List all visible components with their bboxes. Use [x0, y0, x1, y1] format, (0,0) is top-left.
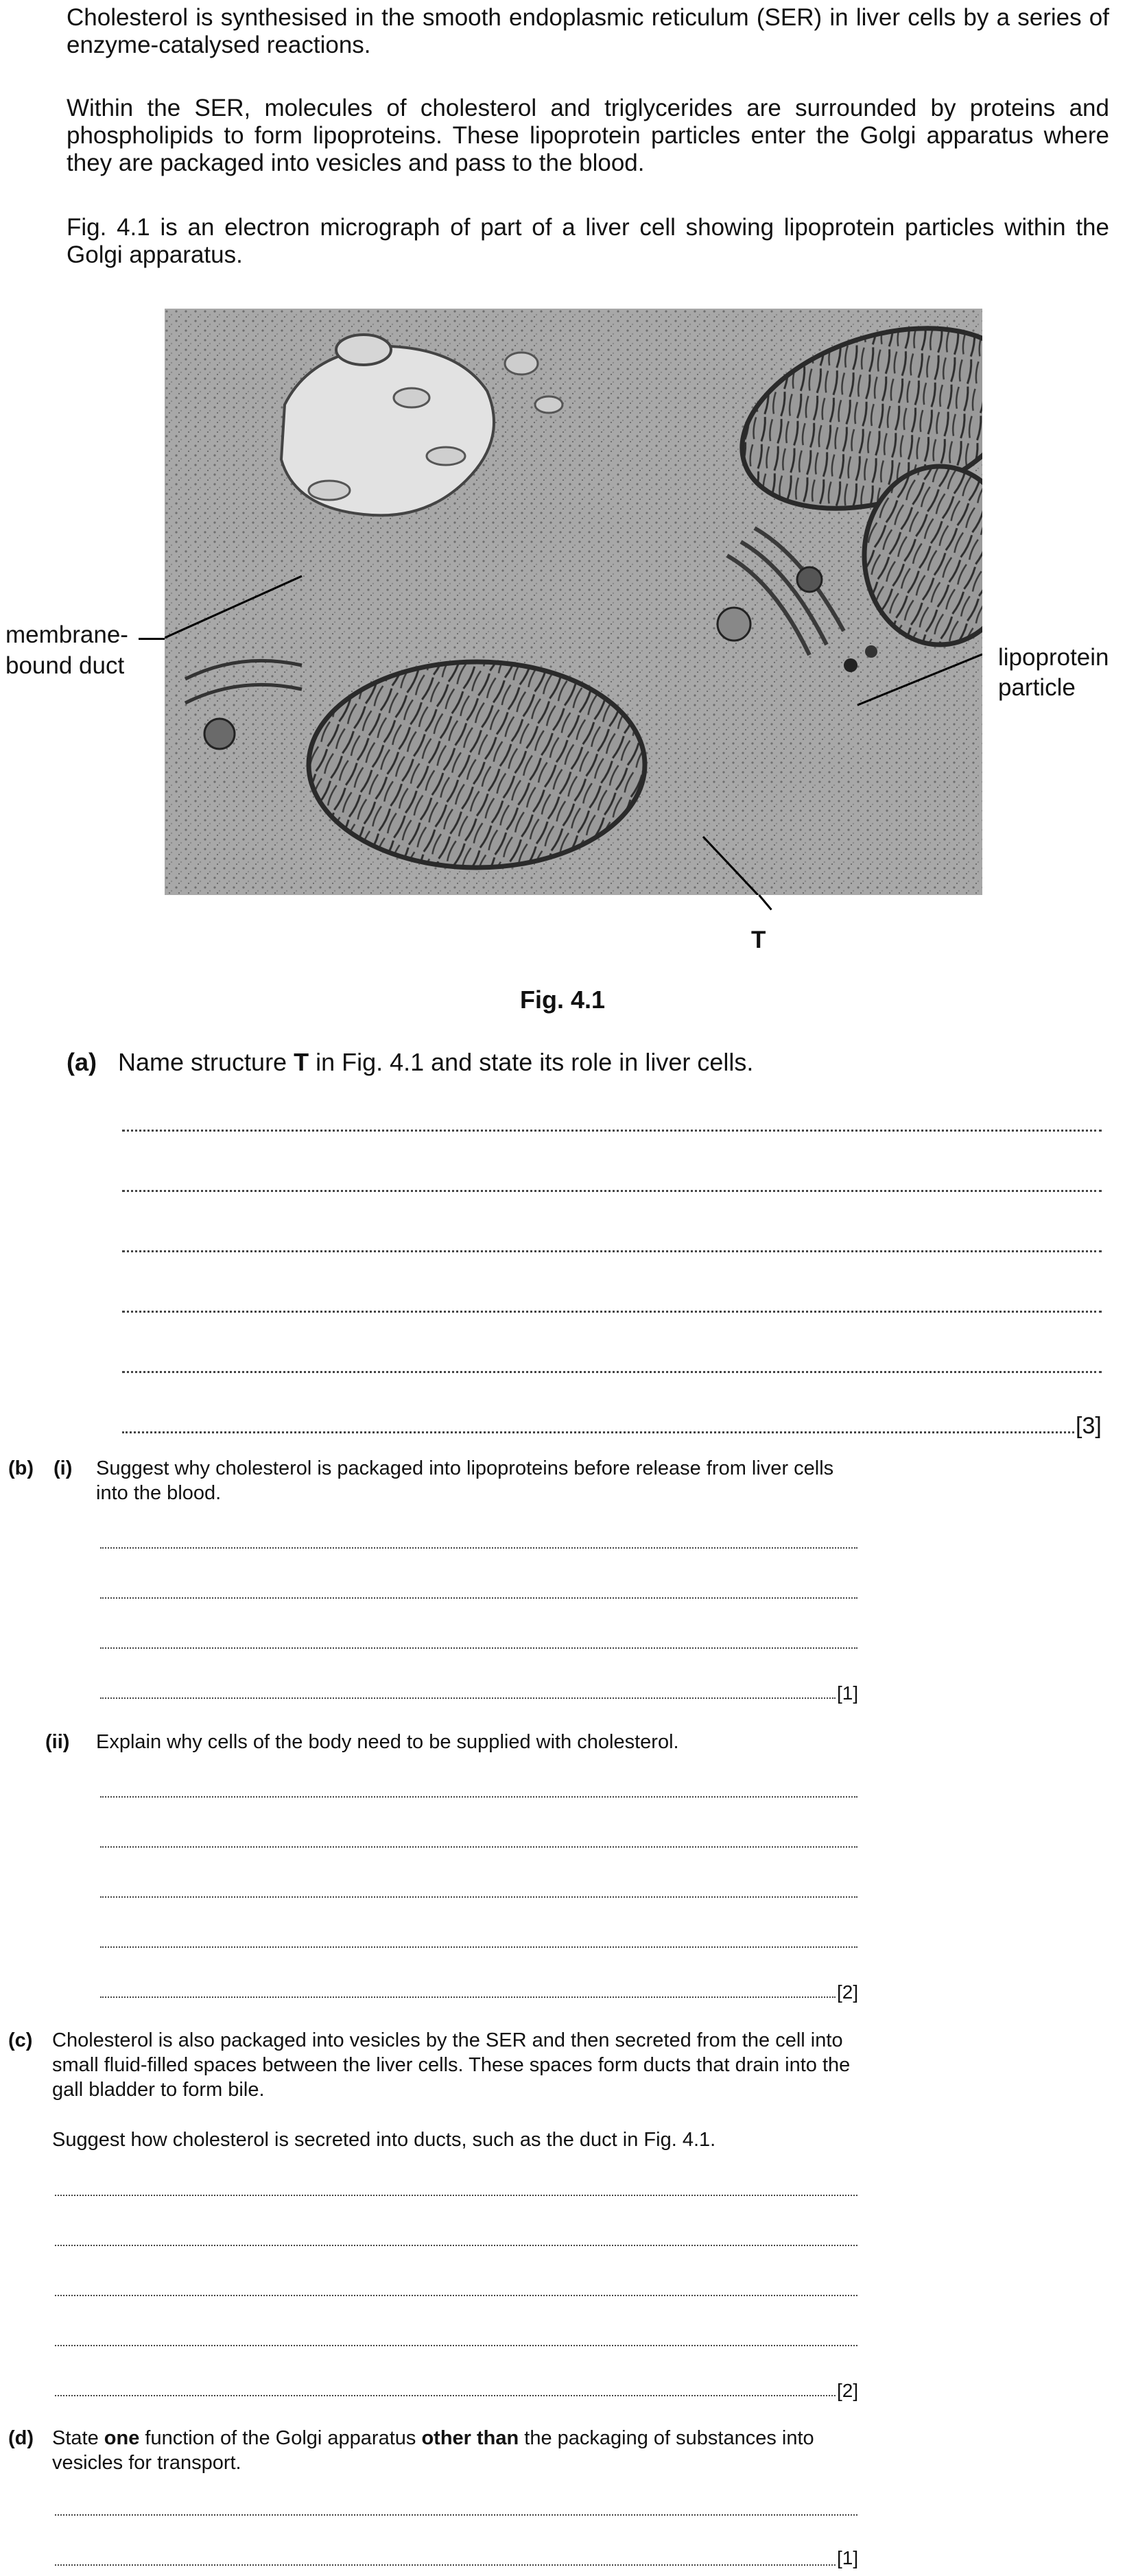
- answer-line-a-3[interactable]: [122, 1250, 1102, 1252]
- answer-line-b-ii-1[interactable]: [100, 1796, 857, 1798]
- mark-a: [3]: [1076, 1413, 1102, 1439]
- answer-line-a-2[interactable]: [122, 1190, 1102, 1192]
- question-c-label: (c): [8, 2029, 33, 2051]
- t-pointer-line: [758, 894, 772, 910]
- answer-line-a-1[interactable]: [122, 1130, 1102, 1132]
- label-t: T: [751, 927, 766, 953]
- answer-line-a-5[interactable]: [122, 1371, 1102, 1373]
- question-d-text: State one function of the Golgi apparatus other than the packaging of substances into vesicles for transport.: [52, 2427, 814, 2474]
- label-lipoprotein-1: lipoprotein: [998, 644, 1109, 671]
- answer-line-b-i-2[interactable]: [100, 1597, 857, 1599]
- label-lipoprotein-2: particle: [998, 674, 1076, 701]
- label-membrane-bound-duct-2: bound duct: [5, 652, 125, 679]
- answer-line-a-4[interactable]: [122, 1311, 1102, 1313]
- answer-line-d-2[interactable]: [55, 2564, 836, 2566]
- mark-d: [1]: [837, 2547, 859, 2568]
- question-b-ii-label: (ii): [45, 1731, 70, 1753]
- intro-paragraph-1: Cholesterol is synthesised in the smooth endoplasmic reticulum (SER) in liver cells by a series of enzyme-catalysed reactions.: [67, 4, 1109, 58]
- question-b-label: (b): [8, 1457, 34, 1479]
- answer-line-a-6[interactable]: [122, 1431, 1074, 1433]
- question-b-i-text: Suggest why cholesterol is packaged into lipoproteins before release from liver cells into the blood.: [96, 1457, 834, 1504]
- electron-micrograph: [165, 309, 982, 895]
- question-d-label: (d): [8, 2427, 34, 2449]
- duct-pointer-line: [139, 638, 165, 640]
- answer-line-b-ii-3[interactable]: [100, 1896, 857, 1898]
- answer-line-b-ii-4[interactable]: [100, 1946, 857, 1948]
- answer-line-b-i-1[interactable]: [100, 1547, 857, 1549]
- question-b-i-label: (i): [54, 1457, 73, 1479]
- mark-b-ii: [2]: [837, 1981, 859, 2003]
- answer-line-c-1[interactable]: [55, 2195, 857, 2196]
- answer-line-b-i-3[interactable]: [100, 1647, 857, 1649]
- micrograph-drawing: [165, 309, 982, 895]
- answer-line-d-1[interactable]: [55, 2514, 857, 2516]
- figure-caption: Fig. 4.1: [519, 986, 606, 1014]
- mark-c: [2]: [837, 2380, 859, 2401]
- mark-b-i: [1]: [837, 1682, 859, 1704]
- question-b-ii-text: Explain why cells of the body need to be supplied with cholesterol.: [96, 1731, 679, 1753]
- question-a-label: (a): [67, 1048, 97, 1076]
- answer-line-c-3[interactable]: [55, 2295, 857, 2296]
- answer-line-b-ii-2[interactable]: [100, 1846, 857, 1848]
- question-c-text: Cholesterol is also packaged into vesicles by the SER and then secreted from the cell into small fluid-filled spaces between the liver cells. These spaces form ducts that drain into the gall bladder to form bile.: [52, 2029, 851, 2101]
- question-c-prompt: Suggest how cholesterol is secreted into ducts, such as the duct in Fig. 4.1.: [52, 2129, 716, 2151]
- intro-paragraph-2: Within the SER, molecules of cholesterol and triglycerides are surrounded by proteins and phospholipids to form lipoproteins. These lipoprotein particles enter the Golgi apparatus where they are packaged into vesicles and pass to the blood.: [67, 95, 1109, 176]
- answer-line-b-i-4[interactable]: [100, 1697, 836, 1699]
- answer-line-c-2[interactable]: [55, 2245, 857, 2246]
- answer-line-b-ii-5[interactable]: [100, 1996, 836, 1998]
- question-a-text: Name structure T in Fig. 4.1 and state its role in liver cells.: [118, 1048, 754, 1076]
- intro-paragraph-3: Fig. 4.1 is an electron micrograph of part of a liver cell showing lipoprotein particles within the Golgi apparatus.: [67, 214, 1109, 268]
- answer-line-c-5[interactable]: [55, 2395, 836, 2396]
- label-membrane-bound-duct-1: membrane-: [5, 621, 128, 648]
- answer-line-c-4[interactable]: [55, 2345, 857, 2346]
